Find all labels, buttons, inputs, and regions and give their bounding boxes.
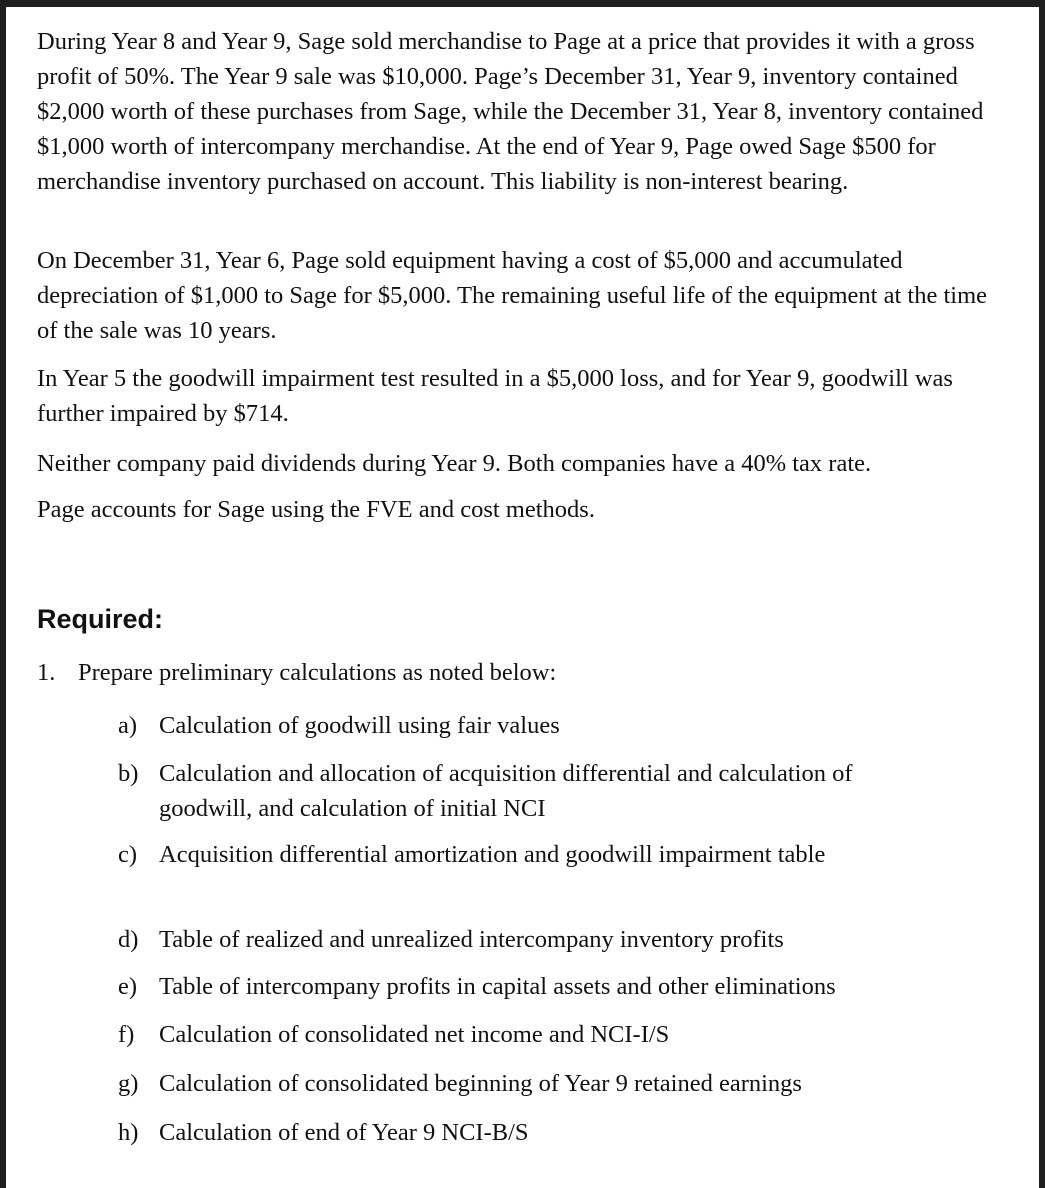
paragraph-equipment-sale: On December 31, Year 6, Page sold equipment having a cost of $5,000 and accumulated depreciation of $1,000 to Sage for $5,000. The remaining useful life of the equipment at the time of the sale was 10 years. [37,247,988,344]
subitem-text: Calculation and allocation of acquisition differential and calculation of goodwill, and calculation of initial NCI [159,760,853,822]
subitem-label: d) [118,926,139,953]
required-heading: Required: [37,604,164,634]
paragraph-intercompany-inventory: During Year 8 and Year 9, Sage sold merchandise to Page at a price that provides it with a gross profit of 50%. The Year 9 sale was $10,000. Page’s December 31, Year 9, inventory contained $2,000 worth of these purchases from Sage, while the December 31, Year 8, inventory contained $1,000 worth of intercompany merchandise. At the end of Year 9, Page owed Sage $500 for merchandise inventory purchased on account. This liability is non-interest bearing. [37,28,984,195]
question-1-number: 1. [37,659,56,686]
subitem-c [118,837,888,872]
subitem-f [118,1017,988,1052]
subitem-text: Table of intercompany profits in capital assets and other eliminations [159,973,836,1000]
subitem-label: c) [118,841,138,868]
subitem-text: Acquisition differential amortization and goodwill impairment table [159,841,826,868]
paragraph-dividends-tax: Neither company paid dividends during Year 9. Both companies have a 40% tax rate. [37,450,872,477]
paragraph-accounting-methods: Page accounts for Sage using the FVE and cost methods. [37,496,595,523]
subitem-text: Calculation of end of Year 9 NCI-B/S [159,1119,529,1146]
subitem-g [118,1066,988,1101]
subitem-label: g) [118,1070,139,1097]
subitem-label: b) [118,760,139,787]
subitem-text: Calculation of consolidated beginning of Year 9 retained earnings [159,1070,802,1097]
question-1-text: Prepare preliminary calculations as noted below: [78,659,557,686]
subitem-label: a) [118,712,138,739]
question-1 [37,655,556,690]
subitem-h [118,1115,988,1150]
subitem-text: Calculation of consolidated net income and NCI-I/S [159,1021,670,1048]
subitem-label: e) [118,973,138,1000]
subitem-text: Calculation of goodwill using fair values [159,712,560,739]
paragraph-goodwill-impairment: In Year 5 the goodwill impairment test resulted in a $5,000 loss, and for Year 9, goodwill was further impaired by $714. [37,365,953,427]
subitem-label: f) [118,1021,135,1048]
subitem-e [118,969,988,1004]
subitem-b [118,756,948,826]
subitem-d [118,922,988,957]
subitem-label: h) [118,1119,139,1146]
subitem-text: Table of realized and unrealized intercompany inventory profits [159,926,784,953]
subitem-a [118,708,988,743]
document-page [6,7,1039,1188]
